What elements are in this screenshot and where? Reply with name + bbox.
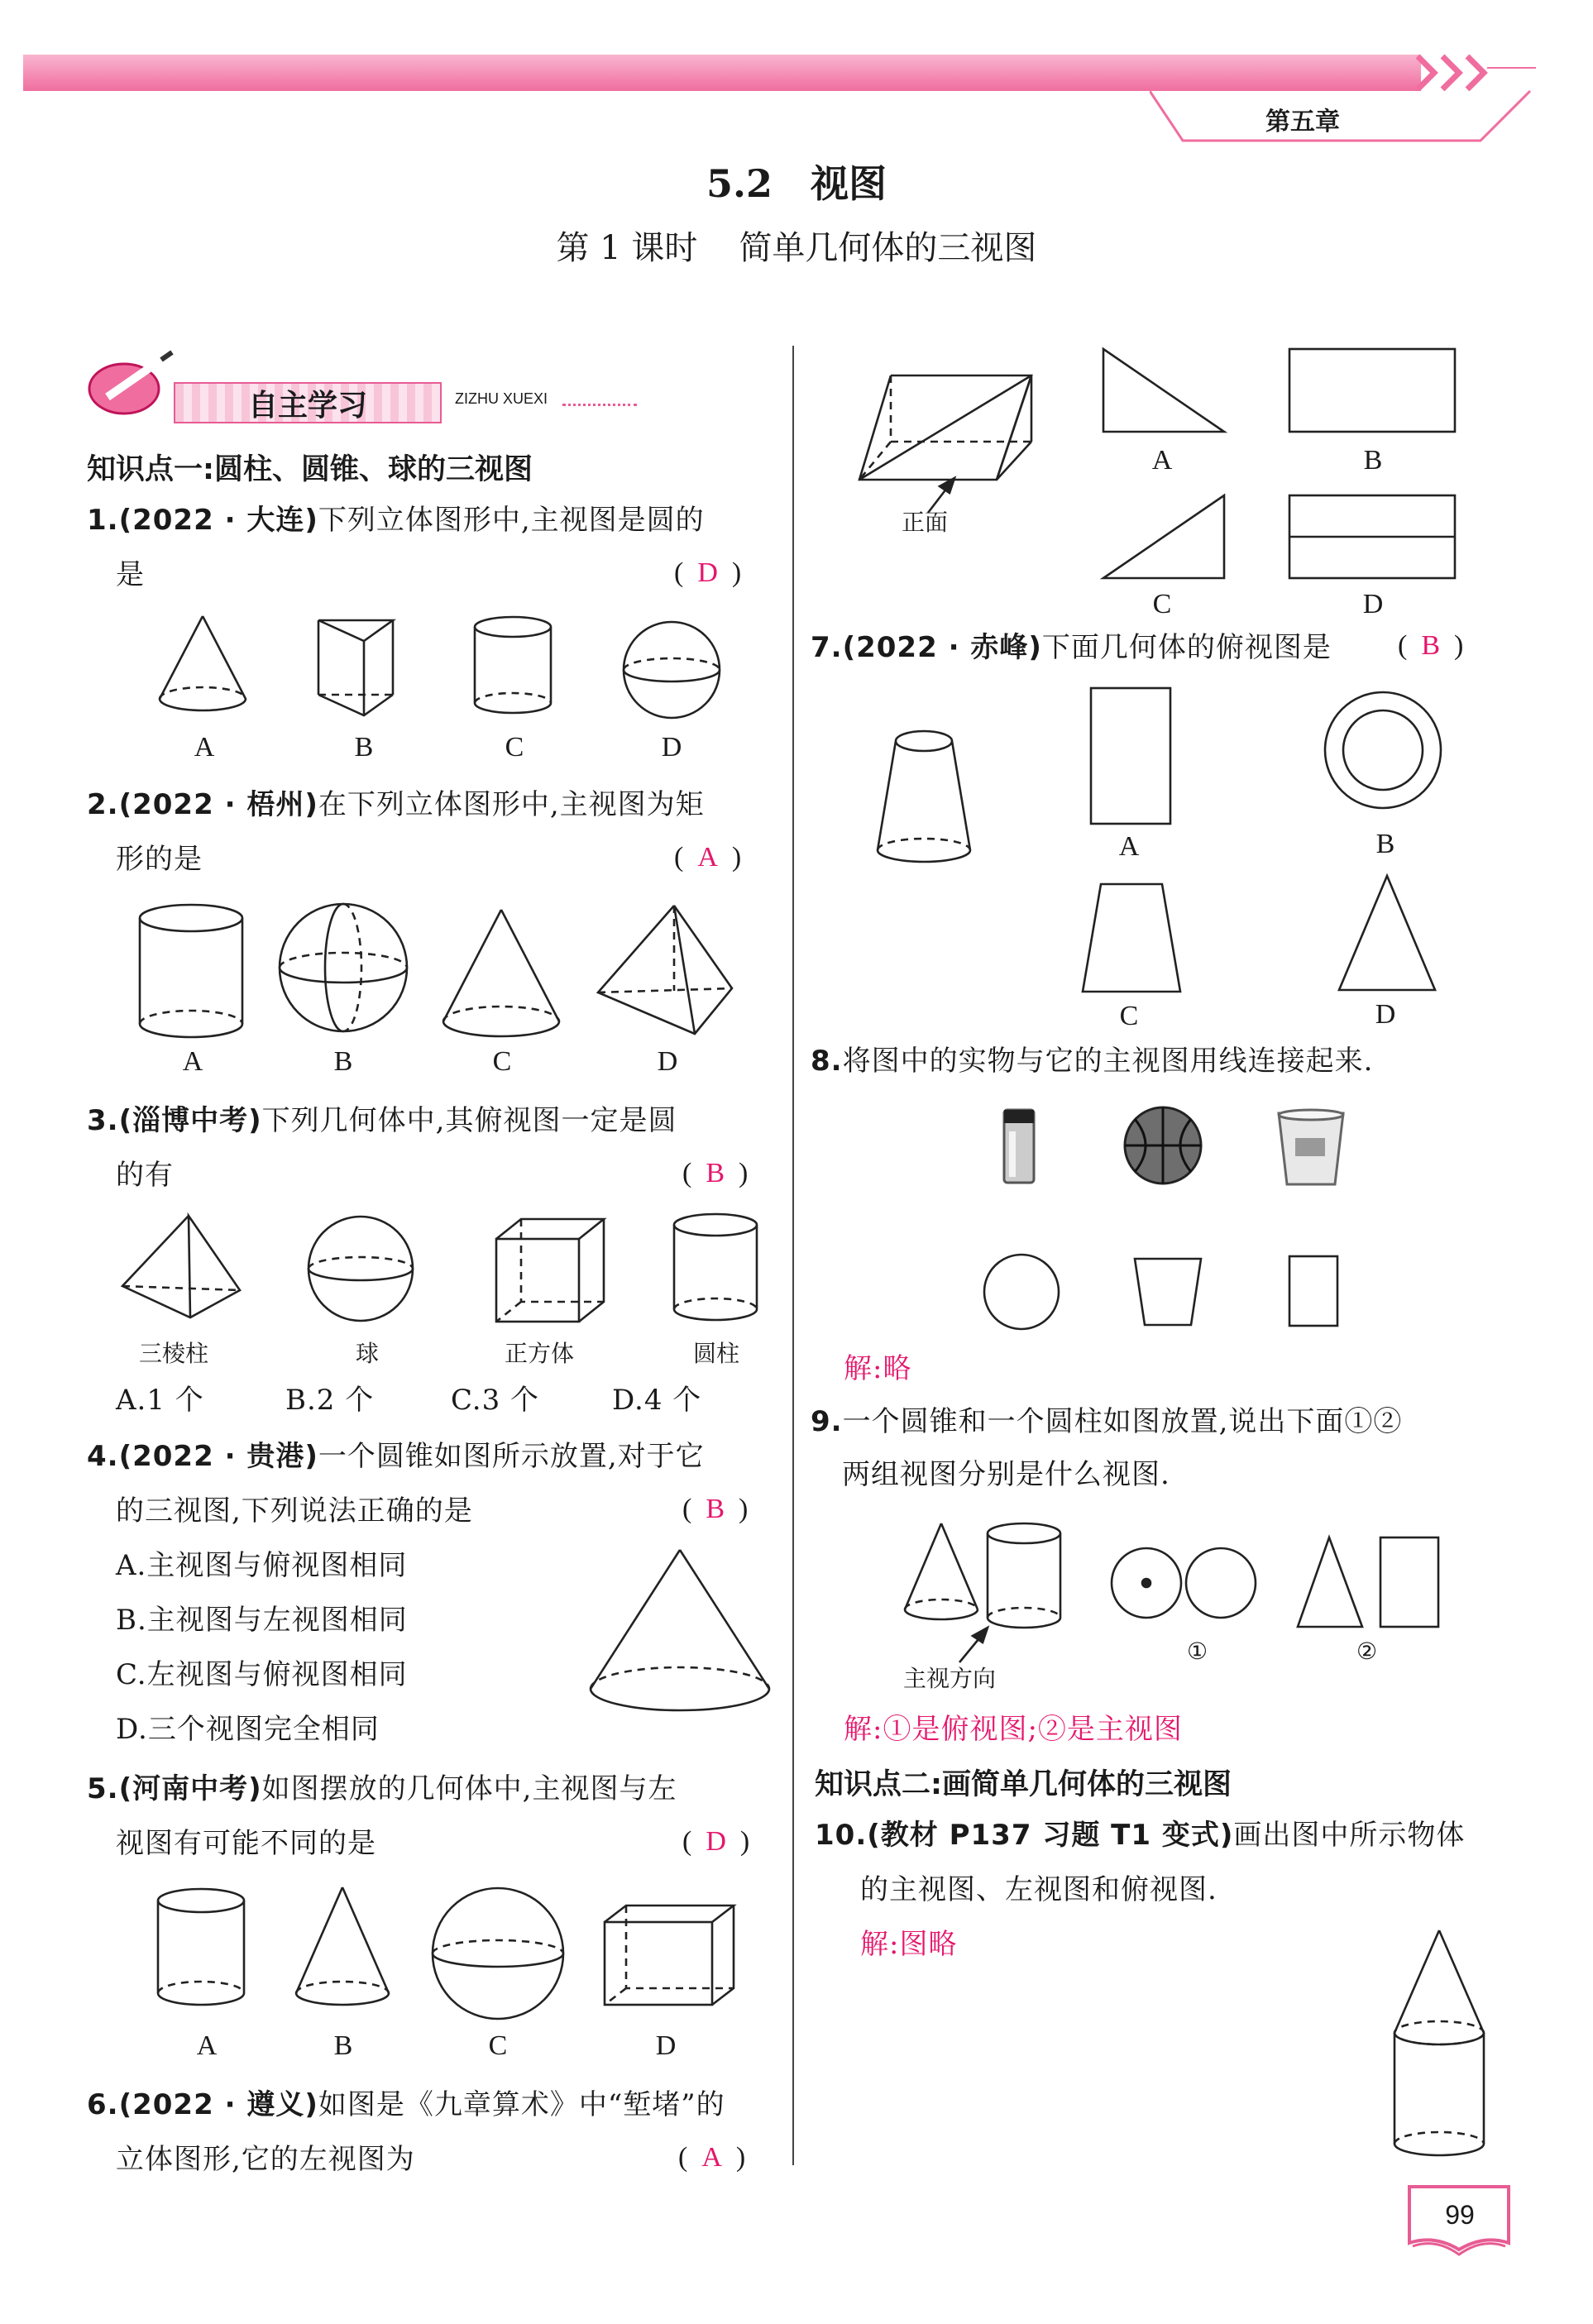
q9-view-group-2: [1294, 1534, 1443, 1633]
chapter-label: 第五章: [1265, 108, 1340, 136]
q7-figure-frustum: [873, 726, 980, 875]
q8-view-rectangle: [1286, 1253, 1344, 1332]
q1-figure-d-sphere: [622, 620, 730, 728]
q9-figure-cone-cylinder: [902, 1520, 1071, 1636]
q6-src: (2022 · 遵义): [118, 2088, 318, 2121]
question-4-line2: 的三视图,下列说法正确的是: [116, 1494, 473, 1528]
q9-direction-label: 主视方向: [903, 1665, 997, 1692]
q7-option-a-rect: [1088, 685, 1179, 830]
q4-answer: ( B ): [682, 1494, 749, 1524]
q9-num: 9.: [811, 1405, 843, 1438]
q2-num: 2.: [87, 788, 119, 821]
q5-figure-a-cylinder: [155, 1886, 255, 2018]
lesson-title: [0, 222, 1593, 269]
q8-view-trapezoid: [1131, 1255, 1206, 1330]
q3-num: 3.: [87, 1104, 119, 1137]
knowledge-point-1: 知识点一:圆柱、圆锥、球的三视图: [87, 453, 533, 486]
knowledge-point-2: 知识点二:画简单几何体的三视图: [815, 1768, 1232, 1801]
q4-src: (2022 · 贵港): [118, 1440, 318, 1473]
q3-caption-sphere: 球: [356, 1340, 380, 1367]
q6-option-b-rect: [1286, 346, 1460, 437]
q9-mark-2: ②: [1356, 1638, 1378, 1665]
q8-solution: 解:略: [844, 1352, 912, 1385]
banner-label: 自主学习: [248, 389, 368, 423]
q2-figure-c-cone: [438, 906, 571, 1046]
q6-label-a: A: [1151, 445, 1173, 476]
q1-option-d: D: [661, 732, 682, 763]
q7-option-c-trapezoid: [1079, 881, 1187, 997]
q7-label-d: D: [1375, 999, 1396, 1030]
q6-label-b: B: [1363, 445, 1383, 476]
page-number: 99: [1445, 2200, 1475, 2230]
question-5-line2: 视图有可能不同的是: [116, 1827, 376, 1860]
q6-answer-value: A: [701, 2142, 722, 2173]
question-3-line2: 的有: [116, 1159, 174, 1192]
q1-option-a: A: [194, 732, 215, 763]
question-6-line2: 立体图形,它的左视图为: [116, 2143, 415, 2176]
q2-src: (2022 · 梧州): [118, 788, 318, 821]
question-2-line2: 形的是: [116, 843, 203, 876]
banner-pinyin: ZIZHU XUEXI: [455, 390, 548, 407]
q6-text1: 如图是《九章算术》中“堑堵”的: [318, 2088, 725, 2121]
q10-text1: 画出图中所示物体: [1233, 1819, 1466, 1852]
q3-figure-sphere: [306, 1214, 422, 1330]
question-6-line1: [87, 2078, 725, 2132]
q3-answer-value: B: [706, 1158, 725, 1188]
q5-answer: ( D ): [682, 1826, 750, 1857]
column-divider: [792, 346, 794, 2165]
q3-caption-prism: 三棱柱: [139, 1340, 209, 1367]
question-1-line1: [87, 493, 705, 548]
q1-figure-c-cylinder: [471, 612, 562, 728]
q7-label-a: A: [1118, 831, 1140, 862]
q1-answer-value: D: [697, 557, 718, 588]
q1-answer: ( D ): [674, 557, 742, 588]
q3-choice-b: B.2 个: [285, 1384, 375, 1417]
question-3-line1: [87, 1093, 677, 1148]
q5-option-b: B: [333, 2030, 353, 2061]
lesson-name: 简单几何体的三视图: [739, 229, 1037, 267]
chevron-arrows-icon: [1416, 51, 1540, 94]
q9-mark-1: ①: [1187, 1638, 1208, 1665]
q10-solution: 解:图略: [860, 1928, 958, 1961]
q2-answer-value: A: [697, 842, 718, 873]
q7-src: (2022 · 赤峰): [842, 631, 1042, 664]
q7-label-c: C: [1119, 1001, 1139, 1031]
q8-photo-cup: [1274, 1108, 1348, 1191]
q1-option-c: C: [505, 732, 524, 763]
q8-photo-basketball: [1123, 1104, 1206, 1187]
lesson-number: 第 1 课时: [556, 229, 698, 267]
question-5-line1: [87, 1762, 677, 1816]
pencil-icon: [83, 347, 182, 422]
q3-figure-cylinder: [672, 1212, 771, 1336]
q5-figure-d-cuboid: [601, 1902, 742, 2018]
question-10-line1: [815, 1808, 1465, 1863]
q3-choice-a: A.1 个: [116, 1384, 204, 1417]
q5-src: (河南中考): [118, 1772, 262, 1805]
q3-caption-cylinder: 圆柱: [693, 1340, 740, 1367]
chapter-tab: [1150, 89, 1547, 147]
q3-text1: 下列几何体中,其俯视图一定是圆: [261, 1104, 677, 1137]
q4-choice-d: D.三个视图完全相同: [116, 1713, 380, 1746]
q3-figure-triangular-prism: [116, 1212, 248, 1327]
q6-option-d-rect: [1286, 492, 1460, 583]
q2-answer: ( A ): [674, 842, 742, 873]
q7-text1: 下面几何体的俯视图是: [1041, 631, 1332, 664]
q2-figure-d-pyramid: [591, 901, 740, 1042]
q10-num: 10.: [815, 1819, 868, 1852]
q7-option-b-ring: [1323, 691, 1447, 815]
question-10-line2: 的主视图、左视图和俯视图.: [860, 1873, 1217, 1906]
q5-figure-c-sphere: [430, 1886, 571, 2026]
q5-option-c: C: [488, 2030, 508, 2061]
q6-option-c-triangle: [1100, 492, 1232, 583]
q9-text1: 一个圆锥和一个圆柱如图放置,说出下面①②: [842, 1405, 1403, 1438]
question-8-line1: [811, 1034, 1373, 1088]
q7-label-b: B: [1375, 829, 1395, 859]
q4-choice-a: A.主视图与俯视图相同: [116, 1549, 408, 1582]
banner-dots: [562, 404, 637, 406]
q7-answer-value: B: [1421, 630, 1441, 661]
q6-num: 6.: [87, 2088, 119, 2121]
question-9-line1: [811, 1394, 1402, 1449]
q8-num: 8.: [811, 1045, 843, 1078]
q6-label-c: C: [1152, 589, 1172, 619]
q7-option-d-triangle: [1336, 873, 1443, 997]
q3-choice-d: D.4 个: [612, 1384, 702, 1417]
q3-src: (淄博中考): [118, 1104, 262, 1137]
q8-text1: 将图中的实物与它的主视图用线连接起来.: [842, 1045, 1374, 1078]
q7-answer: ( B ): [1398, 630, 1464, 661]
q8-view-circle: [983, 1253, 1065, 1336]
q9-solution: 解:①是俯视图;②是主视图: [844, 1713, 1183, 1746]
q5-option-d: D: [655, 2030, 677, 2061]
q7-num: 7.: [811, 631, 843, 664]
question-7-line1: [811, 620, 1332, 675]
q6-answer: ( A ): [678, 2142, 746, 2173]
q10-figure-cone-on-cylinder: [1390, 1927, 1497, 2167]
q4-text1: 一个圆锥如图所示放置,对于它: [318, 1440, 705, 1473]
q5-num: 5.: [87, 1772, 119, 1805]
q5-option-a: A: [196, 2030, 218, 2061]
q1-figure-a-cone: [153, 612, 261, 720]
q2-option-a: A: [182, 1046, 203, 1077]
q8-photo-bottle: [999, 1107, 1040, 1189]
q2-option-d: D: [657, 1046, 678, 1077]
q3-choice-c: C.3 个: [451, 1384, 540, 1417]
q6-front-label: 正面: [902, 509, 949, 536]
question-1-line2: 是: [116, 558, 145, 591]
q9-view-group-1: [1108, 1545, 1265, 1623]
q4-answer-value: B: [706, 1494, 725, 1524]
q3-answer: ( B ): [682, 1158, 749, 1188]
q1-num: 1.: [87, 504, 119, 537]
q2-figure-a-cylinder: [136, 901, 252, 1050]
q2-option-b: B: [333, 1046, 353, 1077]
header-bar: [23, 55, 1421, 91]
q5-answer-value: D: [706, 1826, 726, 1857]
question-4-line1: [87, 1429, 705, 1484]
q1-text1: 下列立体图形中,主视图是圆的: [318, 504, 705, 537]
q2-option-c: C: [492, 1046, 512, 1077]
q10-src: (教材 P137 习题 T1 变式): [867, 1819, 1234, 1852]
q1-option-b: B: [354, 732, 374, 763]
q4-num: 4.: [87, 1440, 119, 1473]
q6-option-a-triangle: [1100, 346, 1232, 437]
question-2-line1: [87, 777, 705, 832]
q1-figure-b-prism: [314, 612, 414, 728]
q4-choice-c: C.左视图与俯视图相同: [116, 1658, 408, 1691]
q3-caption-cube: 正方体: [505, 1340, 575, 1367]
section-title: 5.2 视图: [706, 161, 887, 206]
q4-figure-cone: [587, 1547, 777, 1720]
q5-text1: 如图摆放的几何体中,主视图与左: [261, 1772, 677, 1805]
q1-src: (2022 · 大连): [118, 504, 318, 537]
q6-label-d: D: [1362, 589, 1384, 619]
q2-figure-b-sphere: [277, 901, 418, 1042]
q4-choice-b: B.主视图与左视图相同: [116, 1604, 408, 1637]
q5-figure-b-cone: [291, 1884, 399, 2016]
question-9-line2: 两组视图分别是什么视图.: [842, 1458, 1170, 1491]
q3-figure-cube: [492, 1216, 616, 1332]
q2-text1: 在下列立体图形中,主视图为矩: [318, 788, 705, 821]
